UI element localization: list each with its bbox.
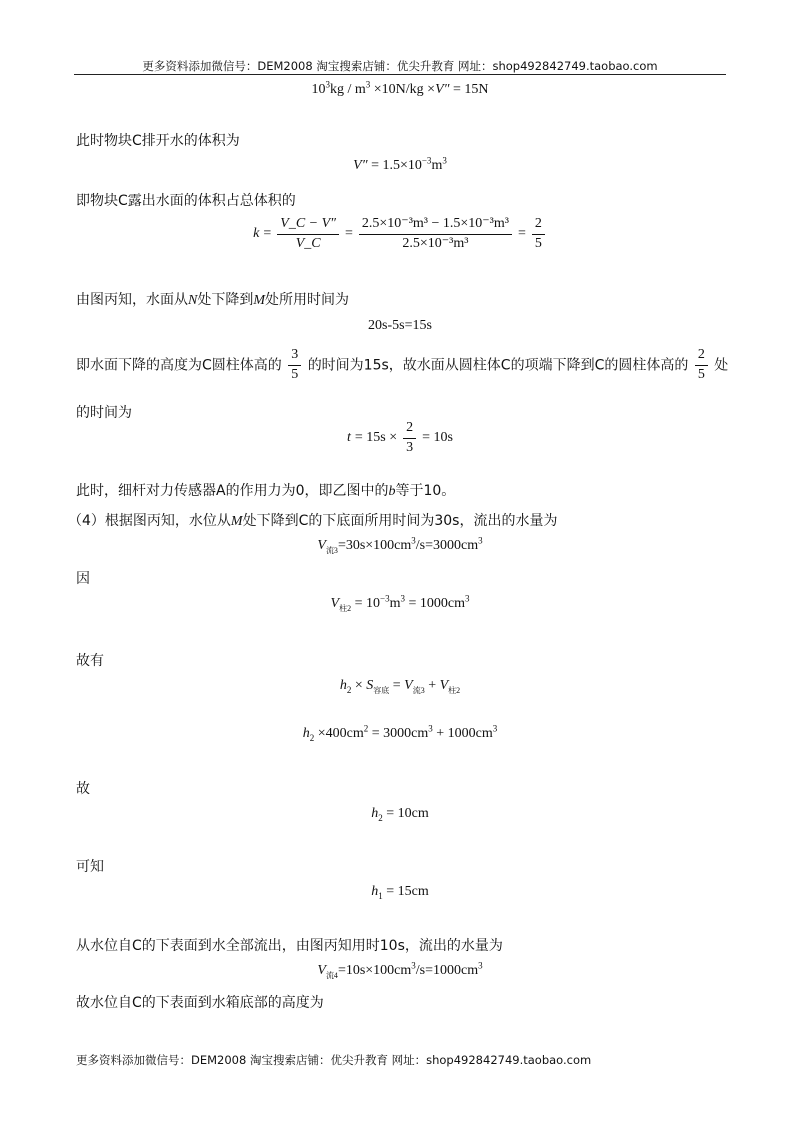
paragraph: 从水位自C的下表面到水全部流出，由图丙知用时10s，流出的水量为 (76, 938, 503, 954)
equation-cylinder-volume: $V_{柱2} = 10^{-3}m^3 = 1000cm^3$ (330, 593, 470, 613)
paragraph: 即水面下降的高度为C圆柱体高的 $\frac{3}{5}$ 的时间为15s，故水面从圆柱体C的项端下降到C的圆柱体高的 $\frac{2}{5}$ 处 (76, 347, 729, 382)
paragraph: 因 (76, 571, 90, 587)
paragraph: 故水位自C的下表面到水箱底部的高度为 (76, 995, 324, 1011)
equation-ratio-k: k = $\frac{V\_C - V''}{V\_C}$ = $\frac{\text{2.5×10⁻³m³ − 1.5×10⁻³m³}}{\text{2.5×10⁻³m³}}$ = $\frac{2}{5}$ (0, 216, 800, 253)
equation-time: t = 15s × $\frac{2}{3}$ = 10s (347, 420, 453, 455)
equation-outflow-3: $V_{流3}=30s\times 100cm^3/s=3000cm^3$ (317, 535, 483, 555)
page-footer: 更多资料添加微信号：DEM2008 淘宝搜索店铺：优尖升教育 网址：shop492842749.taobao.com (76, 1053, 592, 1067)
equation-h2-result: $h_2 = 10cm$ (371, 806, 429, 823)
paragraph: 此时，细杆对力传感器A的作用力为0，即乙图中的b等于10。 (76, 483, 456, 499)
paragraph: 即物块C露出水面的体积占总体积的 (76, 193, 296, 209)
page-header: 更多资料添加微信号：DEM2008 淘宝搜索店铺：优尖升教育 网址：shop492842749.taobao.com (142, 59, 658, 73)
paragraph: 故 (76, 781, 90, 797)
paragraph: 可知 (76, 859, 104, 875)
equation-h2-general: $h_2 \times S_{容底} = V_{流3} + V_{柱2}$ (339, 678, 461, 695)
equation-buoyancy: $10^3kg / m^3 \times 10N/kg \times V'' = 15N$ (311, 79, 489, 97)
paragraph: 此时物块C排开水的体积为 (76, 133, 240, 149)
paragraph: 故有 (76, 653, 104, 669)
equation-time-diff: 20s-5s=15s (368, 318, 432, 333)
paragraph: 由图丙知，水面从N处下降到M处所用时间为 (76, 292, 350, 308)
paragraph: 的时间为 (76, 405, 132, 421)
equation-volume: $V'' = 1.5\times 10^{-3}m^3$ (353, 155, 447, 173)
paragraph: （4）根据图丙知，水位从M处下降到C的下底面所用时间为30s，流出的水量为 (68, 513, 558, 529)
equation-h2-values: $h_2 \times 400cm^2 = 3000cm^3 + 1000cm^3$ (302, 723, 498, 743)
header-rule (74, 74, 726, 75)
equation-h1-result: $h_1 = 15cm$ (371, 884, 429, 901)
equation-outflow-4: $V_{流4}=10s\times 100cm^3/s=1000cm^3$ (317, 960, 483, 980)
